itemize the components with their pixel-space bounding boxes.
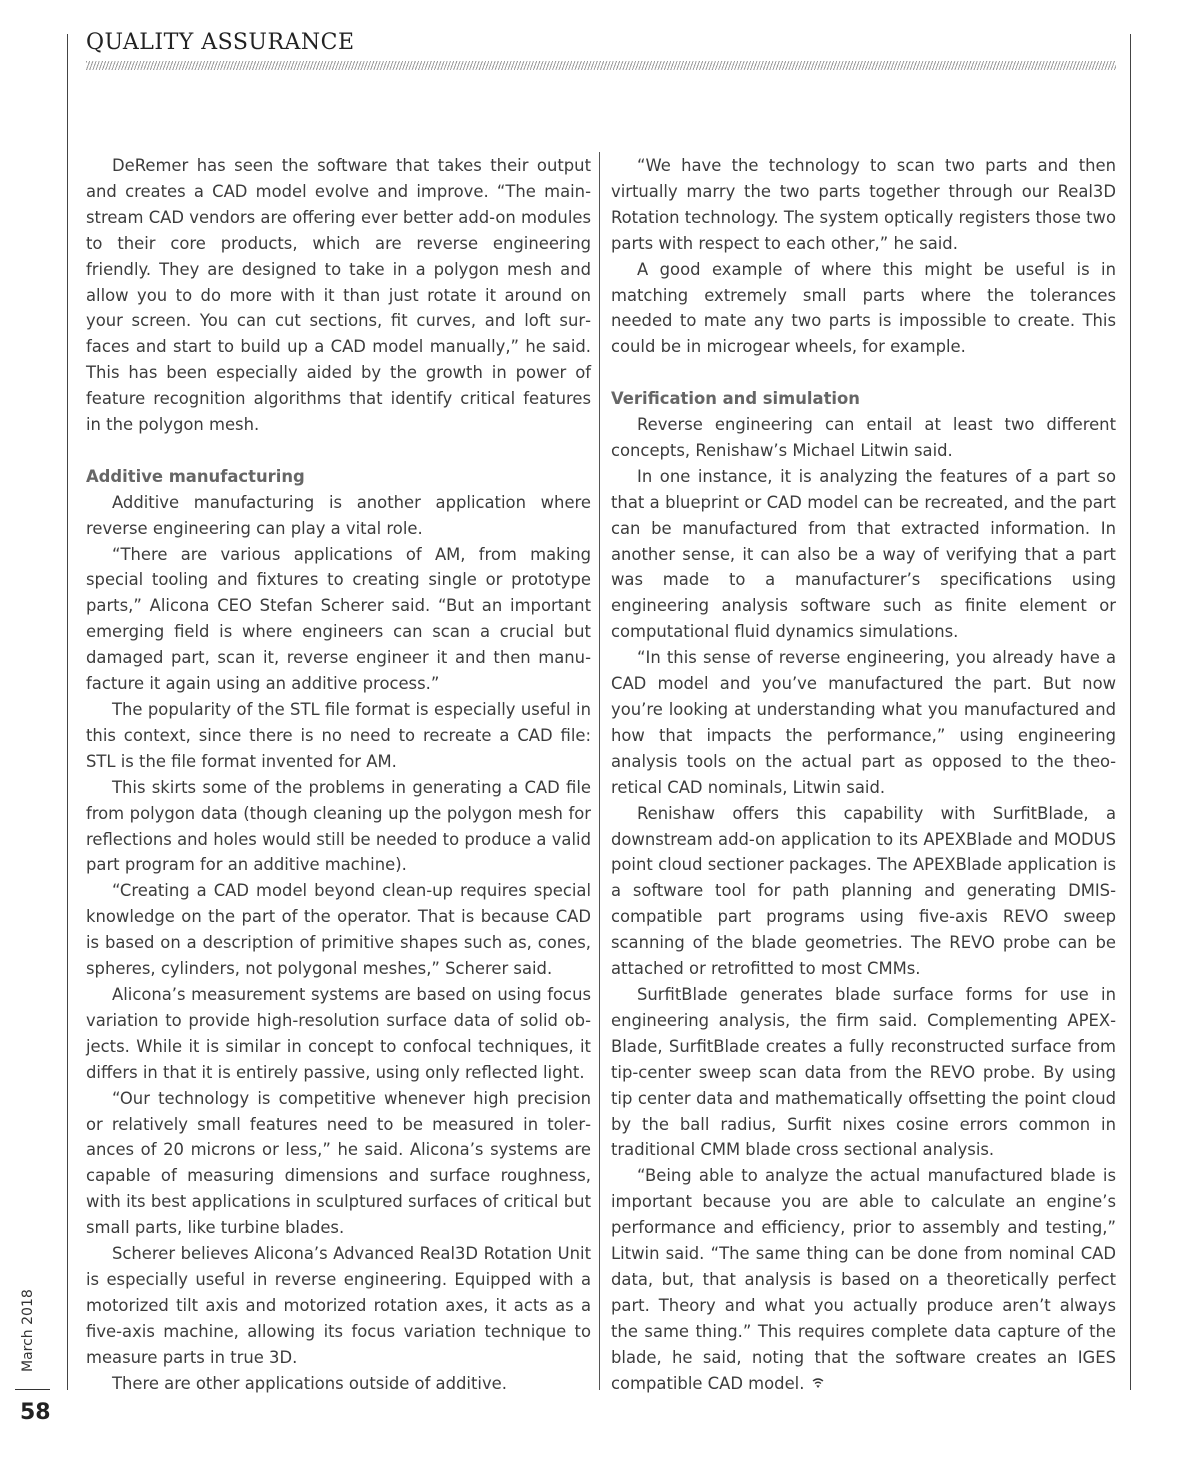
paragraph: The popularity of the STL file format is especially useful in this context, since there is no need to recreate a CAD file: STL is the file format invented for AM. [86,700,591,771]
paragraph-text: “Being able to analyze the actual manufactured blade is important because you are able to calculate an engine’s performance and efficiency, prior to assembly and testing,” Litwin said. “The same thing can be done from nominal CAD data, but, that analysis is based on a theoretically perfect part. Theory and what you actually produce aren’t always the same thing.” This requires complete data capture of the blade, he said, noting that the software creates an IGES compatible CAD model. [611,1166,1116,1393]
paragraph: “Creating a CAD model beyond clean-up requires special knowledge on the part of the operator. That is because CAD is based on a description of primitive shapes such as, cones, spheres, cylinders, not polygonal meshes,” Scherer said. [86,881,591,979]
paragraph: DeRemer has seen the software that takes their output and creates a CAD model evolve and improve. “The mainstream CAD vendors are offering ever better add-on modules to their core products, which are reverse engineering friendly. They are designed to take in a polygon mesh and allow you to do more with it than just rotate it around on your screen. You can cut sections, fit curves, and loft surfaces and start to build up a CAD model manually,” he said. This has been especially aided by the growth in power of feature recognition algorithms that identify critical features in the polygon mesh. [86,156,591,435]
page-number: 58 [20,1400,51,1425]
folio-rule [15,1389,50,1390]
paragraph: In one instance, it is analyzing the features of a part so that a blueprint or CAD model can be recreated, and the part can be manufactured from that extracted information. In another sense, it can also be a way of verifying that a part was made to a manufacturer’s specifications using engineering analysis software such as finite element or computational fluid dynamics simulations. [611,466,1116,642]
paragraph: Alicona’s measurement systems are based on using focus variation to provide high-resolution surface data of solid objects. While it is similar in concept to confocal techniques, it differs in that it is entirely passive, using only reflected light. [86,984,591,1082]
paragraph: Reverse engineering can entail at least two different concepts, Renishaw’s Michael Litwin said. [611,415,1116,460]
paragraph: Scherer believes Alicona’s Advanced Real3D Rotation Unit is especially useful in reverse engineering. Equipped with a motorized tilt axis and motorized rotation axes, it acts as a five-axis machine, allowing its focus variation technique to measure parts in true 3D. [86,1244,591,1367]
paragraph: “We have the technology to scan two parts and then virtually marry the two parts together through our Real3D Rotation technology. The system optically registers those two parts with respect to each other,” he said. [611,156,1116,253]
paragraph: Additive manufacturing is another application where reverse engineering can play a vital role. [86,492,591,538]
issue-date: March 2018 [20,1289,36,1372]
paragraph: “Our technology is competitive whenever high precision or relatively small features need to be measured in tolerances of 20 microns or less,” he said. Alicona’s systems are capable of measuring dimensions and surface roughness, with its best applications in sculptured surfaces of critical but small parts, like turbine blades. [86,1088,591,1238]
left-column [86,153,591,1396]
right-column [611,153,1116,1396]
header-hatched-rule [86,61,1116,70]
page-left-rule [67,34,68,1390]
column-divider [599,152,600,1390]
paragraph: Renishaw offers this capability with SurfitBlade, a downstream add-on application to its APEXBlade and MODUS point cloud sectioner packages. The APEXBlade application is a software tool for path planning and generating DMIS-compatible part programs using five-axis REVO sweep scanning of the blade geometries. The REVO probe can be attached or retrofitted to most CMMs. [611,803,1116,979]
subheading-verification-simulation: Verification and simulation [611,389,860,409]
paragraph: A good example of where this might be useful is in matching extremely small parts where the tolerances needed to mate any two parts is impossible to create. This could be in microgear wheels, for example. [611,259,1116,357]
last-paragraph [611,1163,1116,1396]
paragraph: SurfitBlade generates blade surface forms for use in engineering analysis, the firm said. Complementing APEXBlade, SurfitBlade creates a fully reconstructed surface from tip-center sweep scan data from the REVO probe. By using tip center data and mathematically offsetting the point cloud by the ball radius, Surfit nixes cosine errors common in traditional CMM blade cross sectional analysis. [611,984,1116,1160]
section-title: QUALITY ASSURANCE [86,30,355,55]
paragraph: “In this sense of reverse engineering, you already have a CAD model and you’ve manufactured the part. But now you’re looking at understanding what you manufactured and how that impacts the performance,” using engineering analysis tools on the actual part as opposed to the theoretical CAD nominals, Litwin said. [611,648,1116,797]
paragraph: This skirts some of the problems in generating a CAD file from polygon data (though cleaning up the polygon mesh for reflections and holes would still be needed to produce a valid part program for an additive machine). [86,777,591,875]
page-right-rule [1130,34,1131,1390]
subheading-additive-manufacturing: Additive manufacturing [86,466,305,486]
paragraph: “There are various applications of AM, from making special tooling and fixtures to creating single or prototype parts,” Alicona CEO Stefan Scherer said. “But an important emerging field is where engineers can scan a crucial but damaged part, scan it, reverse engineer it and then manufacture it again using an additive process.” [86,544,591,694]
wifi-signal-end-mark-icon [812,1377,824,1389]
paragraph: There are other applications outside of additive. [112,1373,507,1393]
